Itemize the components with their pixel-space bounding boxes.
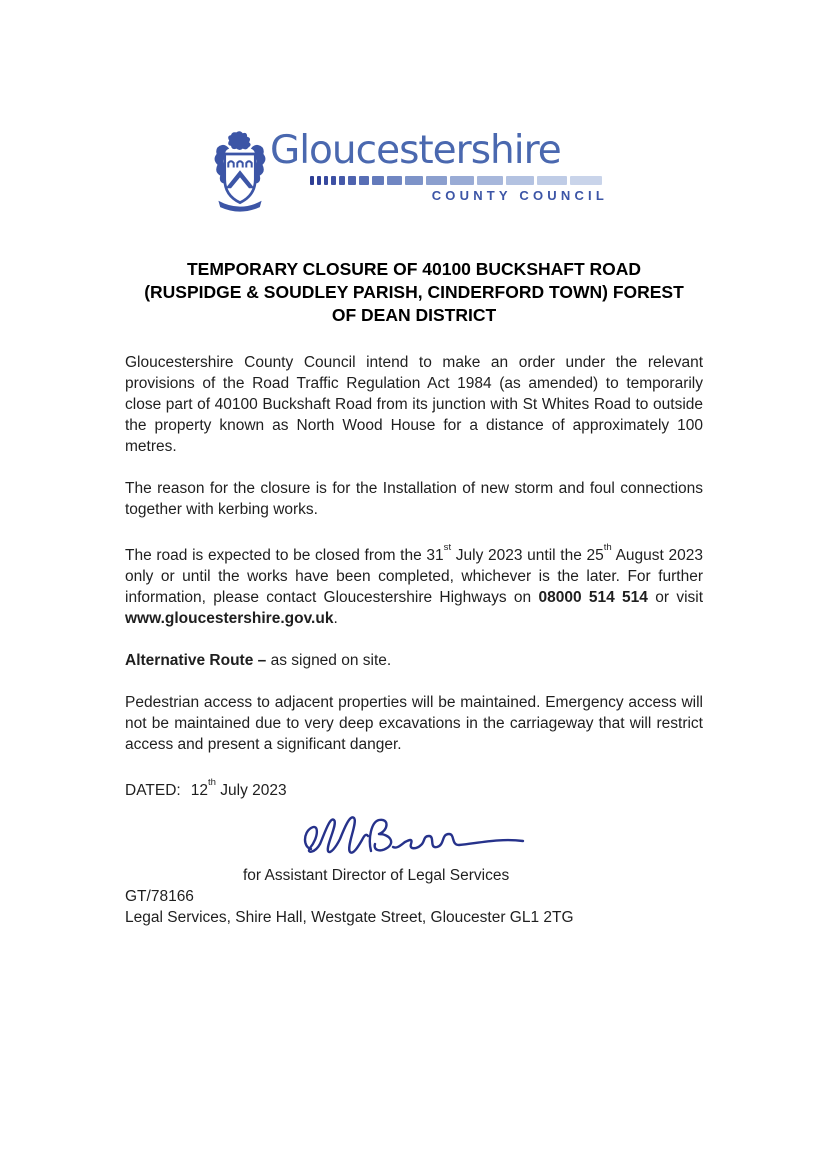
title-line-3: OF DEAN DISTRICT — [331, 305, 497, 325]
notice-title — [125, 258, 703, 327]
council-logo — [213, 128, 611, 216]
dated-day: 12 — [190, 782, 208, 800]
dash-segment — [537, 176, 567, 185]
ordinal-st: st — [443, 541, 452, 553]
dash-segment — [310, 176, 314, 185]
notice-body — [125, 352, 703, 801]
dash-segment — [570, 176, 602, 185]
dash-segment — [348, 176, 356, 185]
website-url: www.gloucestershire.gov.uk — [125, 610, 334, 628]
alternative-route-text: as signed on site. — [266, 652, 392, 670]
dash-segment — [387, 176, 402, 185]
paragraph-reason: The reason for the closure is for the Installation of new storm and foul connections together with kerbing works. — [125, 480, 703, 518]
title-line-2: (RUSPIDGE & SOUDLEY PARISH, CINDERFORD TOWN) FOREST — [144, 282, 684, 302]
phone-number: 08000 514 514 — [538, 589, 648, 607]
dates-text: August 2023 only or until the works have been completed, whichever is the later. For further information, please contact Gloucestershire Highways on — [125, 547, 703, 607]
dates-text: . — [333, 610, 338, 628]
dash-segment — [477, 176, 503, 185]
ordinal-th: th — [603, 541, 612, 553]
signoff-line: for Assistant Director of Legal Services — [243, 867, 510, 885]
paragraph-intent: Gloucestershire County Council intend to make an order under the relevant provisions of the Road Traffic Regulation Act 1984 (as amended) to temporarily close part of 40100 Buckshaft Road from its junction with St Whites Road to outside the property known as North Wood House for a distance of approximately 100 metres. — [125, 354, 703, 455]
paragraph-dates — [125, 541, 703, 629]
dates-text: or visit — [647, 589, 704, 607]
dated-label: DATED: — [125, 782, 181, 800]
dash-segment — [359, 176, 369, 185]
dash-segment — [324, 176, 328, 185]
dash-segment — [317, 176, 321, 185]
dash-segment — [372, 176, 384, 185]
logo-dash-divider — [310, 176, 608, 185]
dash-segment — [506, 176, 534, 185]
reference-number: GT/78166 — [125, 888, 194, 906]
address-line: Legal Services, Shire Hall, Westgate Street, Gloucester GL1 2TG — [125, 909, 574, 927]
dash-segment — [426, 176, 447, 185]
title-line-1: TEMPORARY CLOSURE OF 40100 BUCKSHAFT ROAD — [186, 259, 642, 279]
logo-subtitle: COUNTY COUNCIL — [431, 188, 608, 203]
paragraph-alternative-route — [125, 650, 703, 671]
dash-segment — [450, 176, 474, 185]
handwritten-signature-icon — [295, 809, 530, 861]
coat-of-arms-icon — [213, 128, 267, 216]
dates-text: The road is expected to be closed from the 31 — [125, 547, 444, 565]
paragraph-access: Pedestrian access to adjacent properties will be maintained. Emergency access will not be maintained due to very deep excavations in the carriageway that will restrict access and present a significant danger. — [125, 694, 703, 754]
dated-ordinal: th — [207, 776, 216, 788]
alternative-route-label: Alternative Route – — [125, 652, 267, 670]
logo-wordmark: Gloucestershire — [270, 128, 561, 173]
dated-rest: July 2023 — [215, 782, 287, 800]
dash-segment — [405, 176, 423, 185]
dash-segment — [331, 176, 336, 185]
dated-line — [125, 776, 703, 801]
dates-text: July 2023 until the 25 — [451, 547, 604, 565]
signature — [295, 809, 703, 861]
dash-segment — [339, 176, 345, 185]
